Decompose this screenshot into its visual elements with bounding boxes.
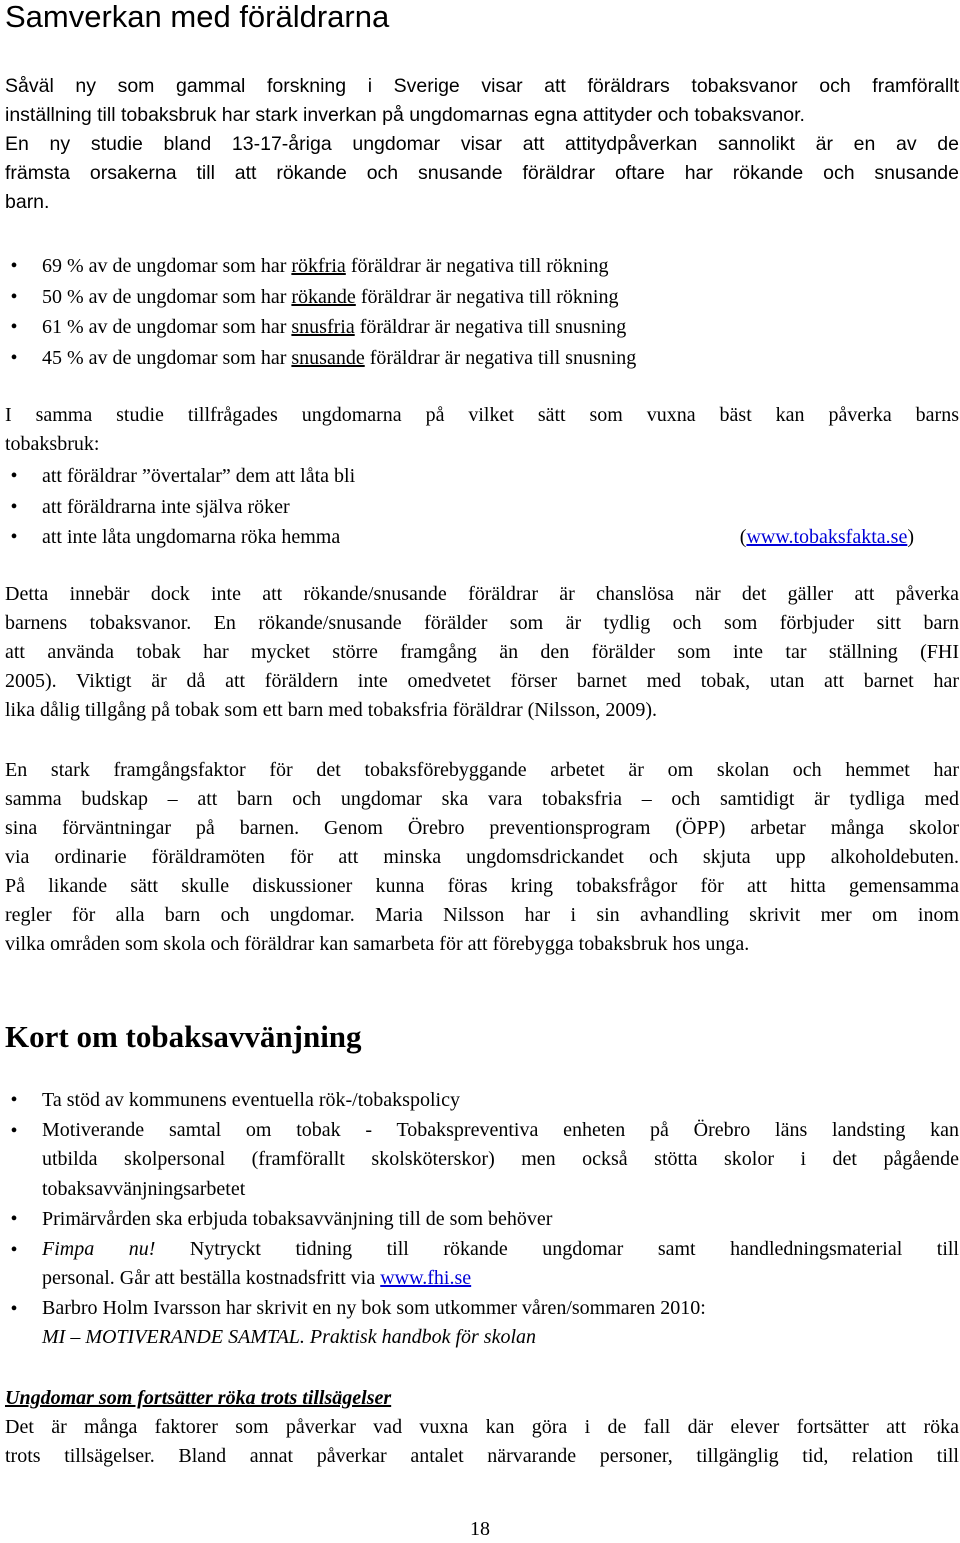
paragraph-line: En ny studie bland 13-17-åriga ungdomar visar att attitydpåverkan sannolikt är en av de [5,133,959,155]
list-item: • 61 % av de ungdomar som har snusfria föräldrar är negativa till snusning [5,312,959,343]
fhi-link[interactable]: www.fhi.se [380,1267,472,1289]
underlined-term: snusfria [291,316,355,338]
paragraph-line: I samma studie tillfrågades ungdomarna på vilket sätt som vuxna bäst kan påverka barns [5,404,959,426]
list-item: • Barbro Holm Ivarsson har skrivit en ny bok som utkommer våren/sommaren 2010: MI – MOTIVERANDE SAMTAL. Praktisk handbok för skolan [5,1294,959,1353]
paragraph-line: inställning till tobaksbruk har stark inverkan på ungdomarnas egna attityder och tobaksvanor. [5,104,805,126]
paragraph-line: 2005). Viktigt är då att föräldern inte omedvetet förser barnet med tobak, utan att barnet har [5,670,959,692]
list-item: • Fimpa nu! Nytryckt tidning till rökande ungdomar samt handledningsmaterial till personal. Går att beställa kostnadsfritt via www.fhi.se [5,1235,959,1294]
paragraph-line: En stark framgångsfaktor för det tobaksförebyggande arbetet är om skolan och hemmet har [5,759,959,781]
bullet-icon: • [10,526,18,548]
section-heading-kort-om: Kort om tobaksavvänjning [5,1019,362,1054]
list-item: • Motiverande samtal om tobak - Tobakspreventiva enheten på Örebro läns landsting kan utbilda skolpersonal (framförallt skolsköterskor) men också stötta skolor i det pågående tobaksavvänjningsarbetet [5,1116,959,1205]
study-paragraph [5,401,959,459]
list-item: • 69 % av de ungdomar som har rökfria föräldrar är negativa till rökning [5,251,959,282]
tobaksfakta-link[interactable]: www.tobaksfakta.se [746,526,908,548]
paragraph-line: samma budskap – att barn och ungdomar ska vara tobaksfria – och samtidigt är tydliga med [5,788,959,810]
underlined-term: rökande [291,285,356,308]
paragraph-line: via ordinarie föräldramöten för att minska ungdomsdrickandet och skjuta upp alkoholdebuten. [5,846,959,868]
section-heading-samverkan: Samverkan med föräldrarna [5,0,390,34]
paragraph-line: barnens tobaksvanor. En rökande/snusande förälder som är tydlig och som förbjuder sitt barn [5,612,959,634]
cessation-list [5,1085,959,1353]
paragraph-line: vilka områden som skola och föräldrar kan samarbeta för att förebygga tobaksbruk hos unga. [5,933,750,955]
bullet-icon: • [10,1119,18,1142]
bullet-icon: • [10,255,18,277]
book-title: MI – MOTIVERANDE SAMTAL. Praktisk handbok för skolan [42,1326,537,1348]
bullet-icon: • [10,1089,18,1111]
paragraph-line: att använda tobak har mycket större framgång än den förälder som inte tar ställning (FHI [5,641,959,663]
source-reference: (www.tobaksfakta.se) [739,526,914,548]
parents-paragraph [5,580,959,725]
subsection [5,1384,959,1471]
paragraph-line: främsta orsakerna till att rökande och snusande föräldrar oftare har rökande och snusande [5,162,959,184]
bullet-icon: • [10,495,18,518]
list-item: • att föräldrar ”övertalar” dem att låta bli [5,461,959,492]
page-number: 18 [470,1518,490,1540]
bullet-icon: • [10,465,18,487]
underlined-term: rökfria [291,255,346,277]
paragraph-line: Såväl ny som gammal forskning i Sverige visar att föräldrars tobaksvanor och framförallt [5,75,959,97]
list-item: • att inte låta ungdomarna röka hemma (www.tobaksfakta.se) [5,522,959,553]
list-item: • 45 % av de ungdomar som har snusande föräldrar är negativa till snusning [5,343,959,374]
list-item: • att föräldrarna inte själva röker [5,492,959,523]
bullet-icon: • [10,1297,18,1320]
intro-paragraph [5,72,959,217]
list-item: • Ta stöd av kommunens eventuella rök-/tobakspolicy [5,1085,959,1116]
bullet-icon: • [10,1238,18,1261]
bullet-icon: • [10,346,18,369]
success-factor-paragraph [5,756,959,959]
paragraph-line: På likande sätt skulle diskussioner kunna föras kring tobaksfrågor för att hitta gemensamma [5,875,959,897]
paragraph-line: trots tillsägelser. Bland annat påverkar antalet närvarande personer, tillgänglig tid, relation till [5,1445,959,1467]
bullet-icon: • [10,316,18,338]
paragraph-line: barn. [5,191,50,213]
ways-list [5,461,959,553]
paragraph-line: regler för alla barn och ungdomar. Maria Nilsson har i sin avhandling skrivit mer om inom [5,904,959,926]
paragraph-line: Detta innebär dock inte att rökande/snusande föräldrar är chanslösa när det gäller att påverka [5,583,959,605]
list-item: • 50 % av de ungdomar som har rökande föräldrar är negativa till rökning [5,282,959,313]
paragraph-line: tobaksbruk: [5,433,100,455]
bullet-icon: • [10,1208,18,1230]
list-item: • Primärvården ska erbjuda tobaksavvänjning till de som behöver [5,1204,959,1235]
subsection-heading: Ungdomar som fortsätter röka trots tillsägelser [5,1387,392,1409]
bullet-icon: • [10,285,18,308]
paragraph-line: sina förväntningar på barnen. Genom Örebro preventionsprogram (ÖPP) arbetar många skolor [5,817,959,839]
paragraph-line: lika dålig tillgång på tobak som ett barn med tobaksfria föräldrar (Nilsson, 2009). [5,699,658,721]
paragraph-line: Det är många faktorer som påverkar vad vuxna kan göra i de fall där elever fortsätter att röka [5,1416,959,1438]
stats-list [5,251,959,373]
underlined-term: snusande [291,346,365,369]
fimpa-nu-title: Fimpa nu! [42,1237,156,1260]
